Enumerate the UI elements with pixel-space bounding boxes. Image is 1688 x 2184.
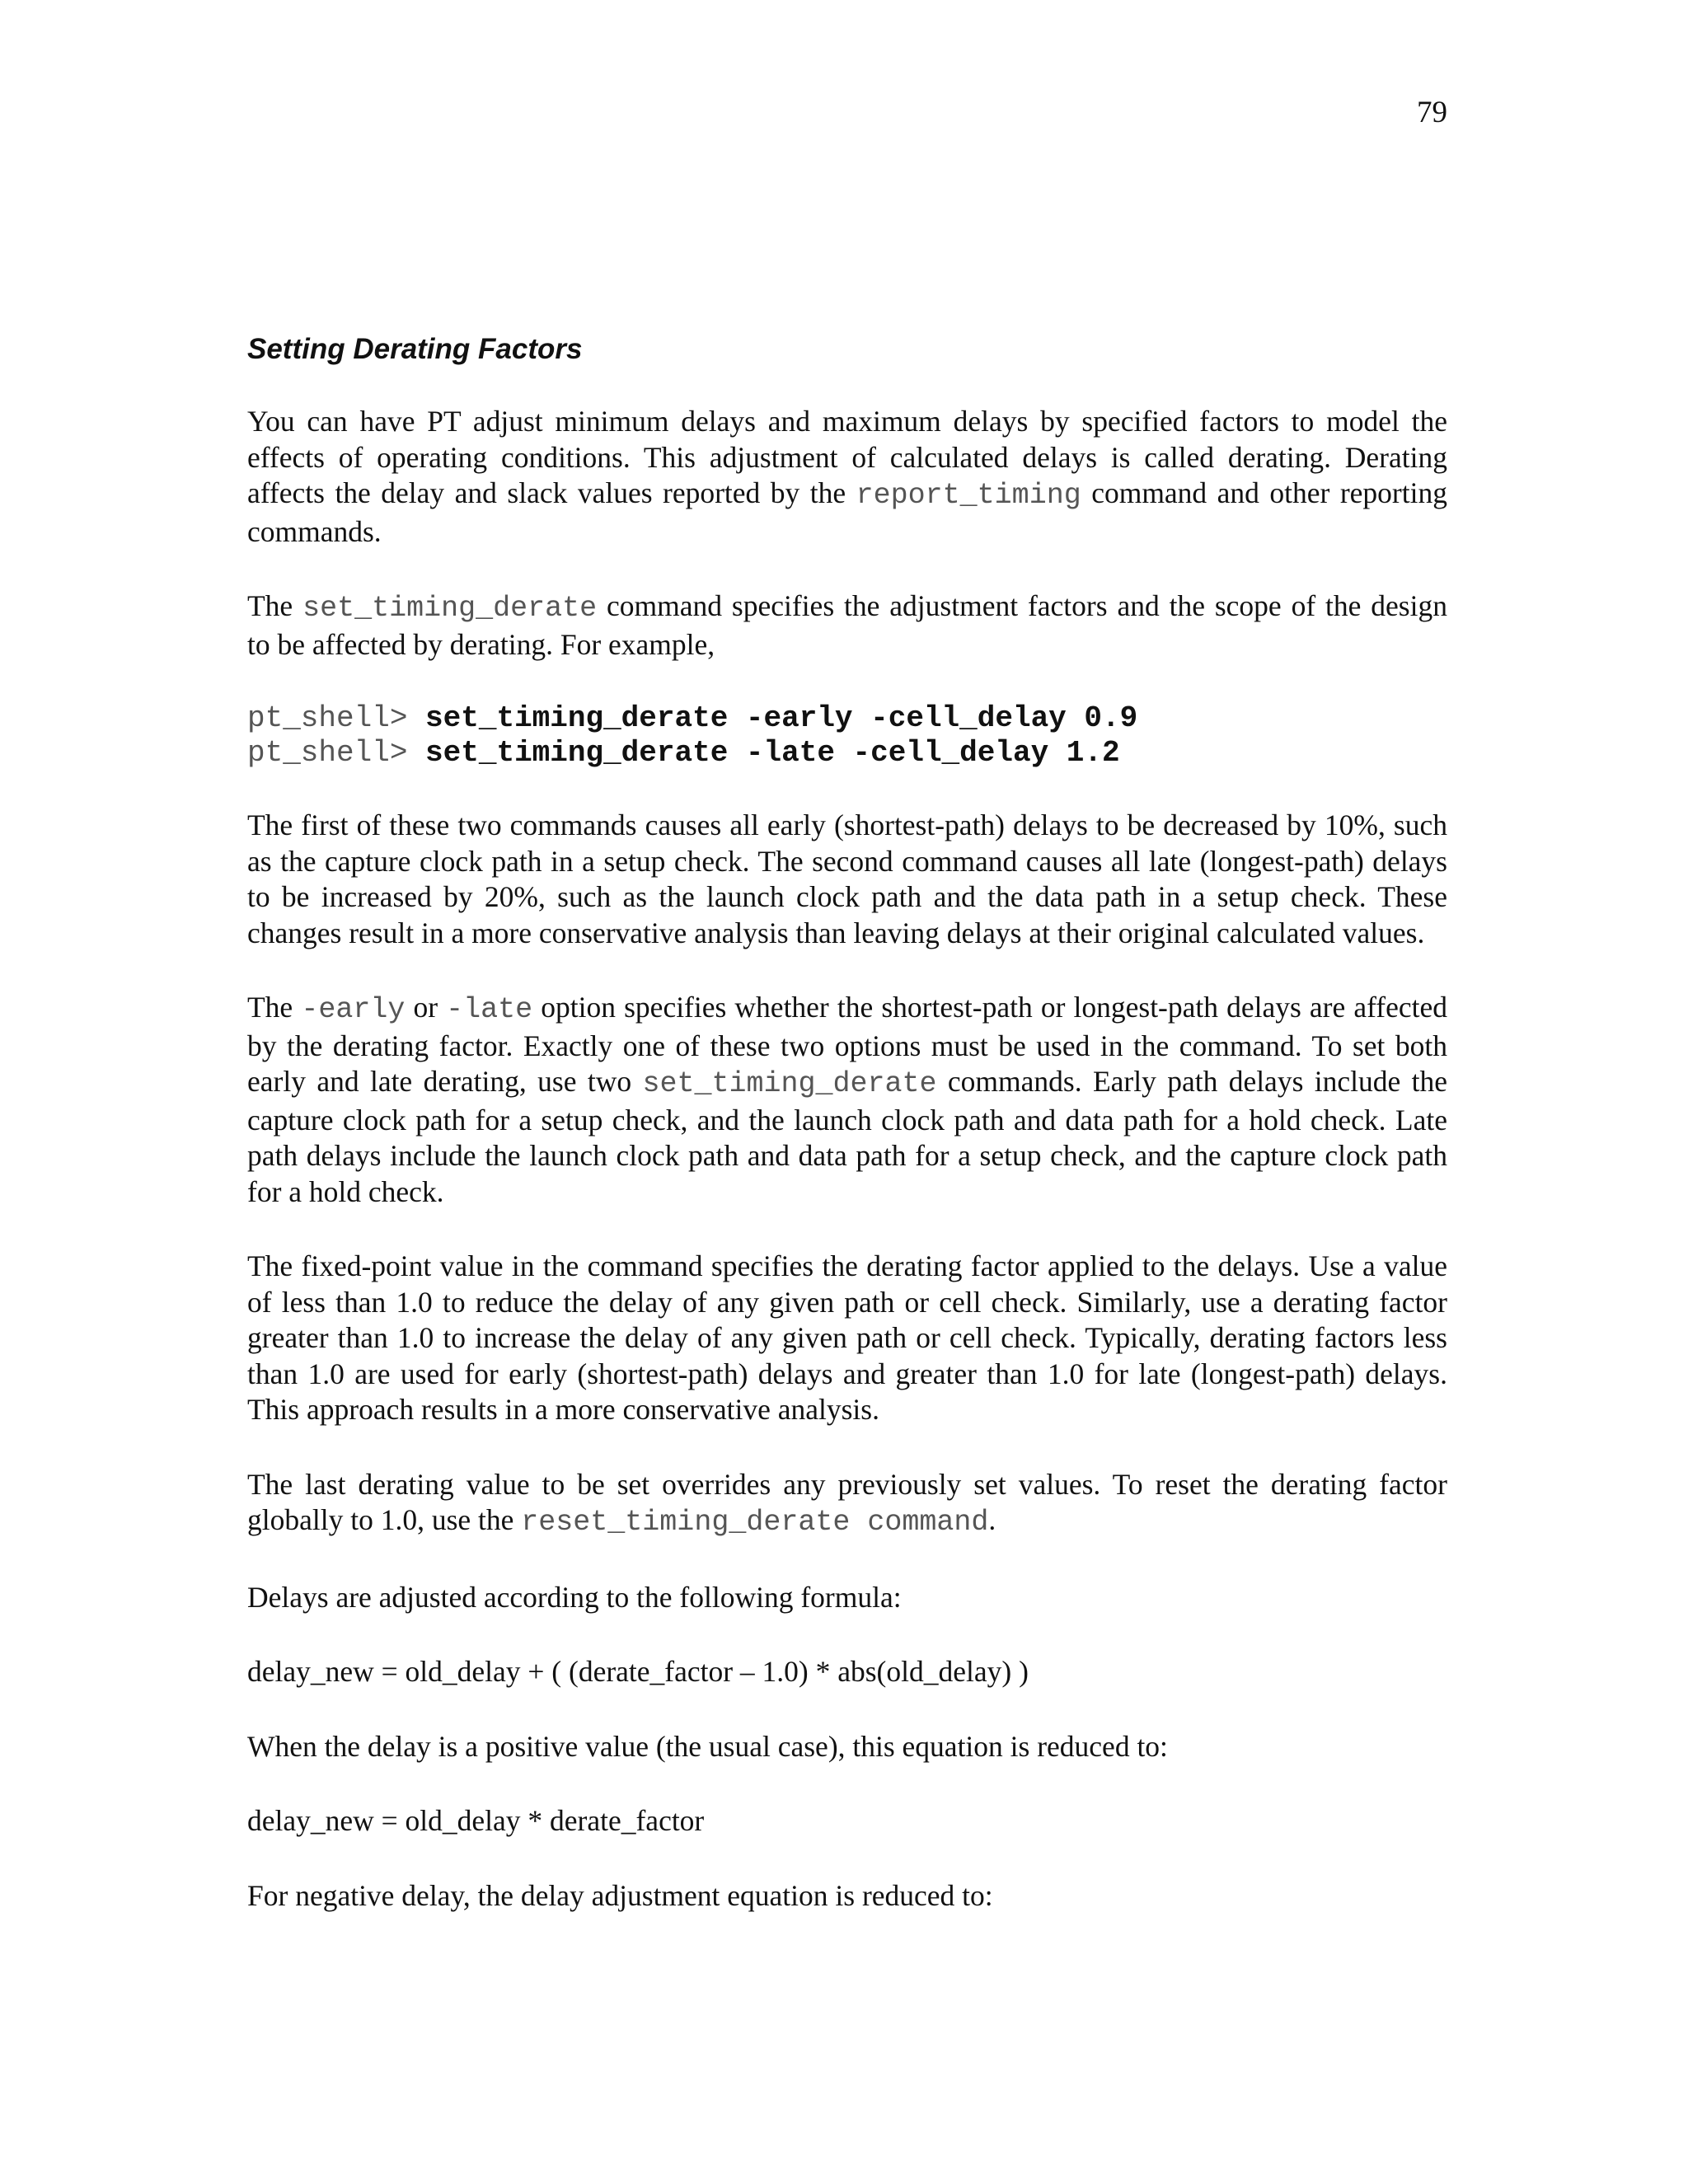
formula-general: delay_new = old_delay + ( (derate_factor – 1.0) * abs(old_delay) ) [247,1655,1029,1688]
text-run: option specifies whether the shortest-path or longest-path delays are affected by the derating factor. Exactly one of these two options must be used in the command. To set both early and late derating, use two [247,991,1447,1098]
text-run: . [988,1503,996,1536]
text-run: or [405,991,447,1024]
inline-code-report-timing: report_timing [856,479,1081,512]
inline-code-set-timing-derate: set_timing_derate [302,592,598,625]
code-line-early [247,701,1447,736]
page-number: 79 [1417,96,1447,129]
code-example [247,701,1447,771]
inline-code-late: -late [446,993,533,1026]
shell-prompt: pt_shell> [247,701,426,735]
paragraph-reset-derate [247,1467,1447,1541]
text-run: command specifies the adjustment factors and the scope of the design to be affected by derating. For example, [247,589,1447,661]
inline-code-early: -early [301,993,406,1026]
shell-command: set_timing_derate -late -cell_delay 1.2 [425,736,1120,770]
inline-code-set-timing-derate: set_timing_derate [642,1067,937,1100]
paragraph-negative-delay: For negative delay, the delay adjustment equation is reduced to: [247,1878,993,1912]
paragraph-derating-intro [247,404,1447,550]
text-run: The [247,991,302,1024]
code-line-late [247,736,1447,771]
paragraph-fixed-point-value: The fixed-point value in the command specifies the derating factor applied to the delays. Use a value of less than 1.0 to reduce the delay of any given path or cell check. Similarly, use a derating factor greater than 1.0 to increase the delay of any given path or cell check. Typically, derating factors less than 1.0 are used for early (shortest-path) delays and greater than 1.0 for late (longest-path) delays. This approach results in a more conservative analysis. [247,1249,1447,1426]
inline-code-reset-timing-derate: reset_timing_derate command [521,1506,989,1539]
section-heading: Setting Derating Factors [247,333,583,365]
shell-command: set_timing_derate -early -cell_delay 0.9 [425,701,1138,735]
paragraph-early-late-option [247,990,1447,1210]
text-run: The last derating value to be set overrides any previously set values. To reset the derating factor globally to 1.0, use the [247,1467,1447,1536]
paragraph-commands-explained: The first of these two commands causes all early (shortest-path) delays to be decreased by 10%, such as the capture clock path in a setup check. The second command causes all late (longest-path) delays to be increased by 20%, such as the launch clock path and the data path in a setup check. These changes result in a more conservative analysis than leaving delays at their original calculated values. [247,808,1447,949]
page-content [247,331,1447,1952]
text-run: You can have PT adjust minimum delays and maximum delays by specified factors to model the effects of operating conditions. This adjustment of calculated delays is called derating. Derating affects the delay and slack values reported by the [247,405,1447,509]
shell-prompt: pt_shell> [247,736,426,770]
text-run: The [247,589,303,622]
formula-positive: delay_new = old_delay * derate_factor [247,1804,705,1837]
text-run: command and other reporting commands. [247,476,1447,548]
paragraph-set-timing-derate [247,588,1447,663]
paragraph-positive-delay: When the delay is a positive value (the usual case), this equation is reduced to: [247,1729,1168,1763]
paragraph-formula-intro: Delays are adjusted according to the following formula: [247,1580,902,1614]
text-run: commands. Early path delays include the capture clock path for a setup check, and the launch clock path and data path for a hold check. Late path delays include the launch clock path and data path for a setup check, and the capture clock path for a hold check. [247,1065,1447,1208]
